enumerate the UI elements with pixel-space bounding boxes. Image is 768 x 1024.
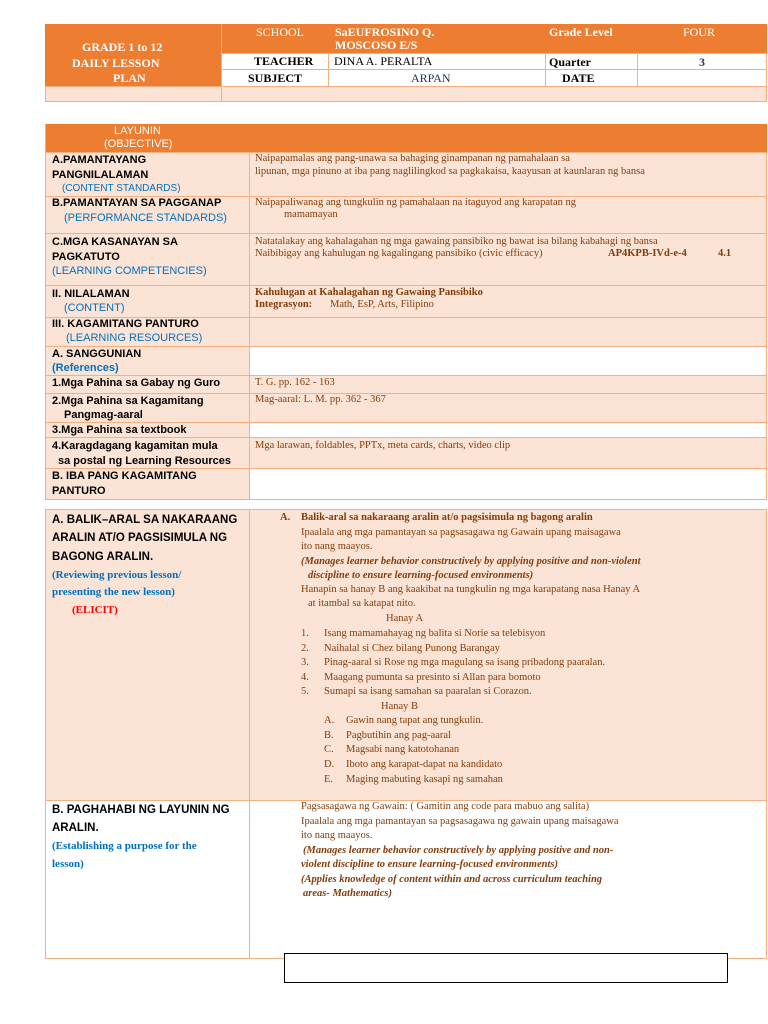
- procedure-b-label-line1: B. PAGHAHABI NG LAYUNIN NG: [52, 804, 230, 816]
- content-sub: (CONTENT): [64, 302, 125, 314]
- procedure-a-heading-marker: A.: [280, 512, 291, 523]
- school-label: SCHOOL: [256, 25, 305, 39]
- other-resources-value-cell: [250, 469, 766, 499]
- list-a-item-1-num: 1.: [301, 628, 309, 639]
- list-b-item-2: Pagbutihin ang pag-aaral: [346, 730, 451, 741]
- resources-label: III. KAGAMITANG PANTURO: [52, 318, 199, 330]
- additional-value: Mga larawan, foldables, PPTx, meta cards, charts, video clip: [255, 440, 511, 451]
- plan-title-line3: PLAN: [113, 71, 146, 85]
- procedure-a-label-line1: A. BALIK–ARAL SA NAKARAANG: [52, 514, 238, 526]
- list-a-item-4-num: 4.: [301, 672, 309, 683]
- list-b-item-2-num: B.: [324, 730, 334, 741]
- procedure-b-note-line2: violent discipline to ensure learning-focused environments): [301, 859, 558, 870]
- content-text-line1: Kahulugan at Kahalagahan ng Gawaing Pansibiko: [255, 287, 483, 298]
- list-b-item-1: Gawin nang tapat ang tungkulin.: [346, 715, 484, 726]
- guide-label: 1.Mga Pahina sa Gabay ng Guro: [52, 377, 221, 389]
- procedure-a-sub-line2: presenting the new lesson): [52, 586, 175, 598]
- content-label: II. NILALAMAN: [52, 288, 130, 300]
- procedure-a-p1-line1: Ipaalala ang mga pamantayan sa pagsasagawa ng Gawain upang maisagawa: [301, 527, 621, 538]
- procedure-a-p2-line2: at itambal sa katapat nito.: [308, 598, 416, 609]
- procedure-b-note-line1: (Manages learner behavior constructively by applying positive and non-: [303, 845, 614, 856]
- list-a-item-3-num: 3.: [301, 657, 309, 668]
- performance-standards-sub: (PERFORMANCE STANDARDS): [64, 212, 227, 224]
- procedure-b-note-line3: (Applies knowledge of content within and across curriculum teaching: [301, 874, 603, 885]
- procedure-a-tag: (ELICIT): [72, 604, 118, 616]
- school-value-line1: SaEUFROSINO Q.: [335, 25, 435, 39]
- procedure-b-sub-line1: (Establishing a purpose for the: [52, 840, 197, 852]
- learning-competencies-text-line1: Natatalakay ang kahalagahan ng mga gawaing pansibiko ng bawat isa bilang kabahagi ng bansa: [255, 236, 658, 247]
- footer-box: [284, 953, 728, 983]
- date-label: DATE: [562, 71, 595, 85]
- plan-title-line1: GRADE 1 to 12: [82, 40, 163, 54]
- procedure-a-right: [250, 509, 767, 800]
- content-integ-label: Integrasyon:: [255, 299, 313, 310]
- list-a-item-4: Maagang pumunta sa presinto si Allan para bomoto: [324, 672, 541, 683]
- textbook-value-cell: [250, 423, 766, 437]
- procedure-a-p1-line2: ito nang maayos.: [301, 541, 373, 552]
- procedure-a-p2-line1: Hanapin sa hanay B ang kaakibat na tungkulin ng mga karapatang nasa Hanay A: [301, 584, 641, 595]
- additional-label-line1: 4.Karagdagang kagamitan mula: [52, 440, 218, 452]
- teacher-value: DINA A. PERALTA: [334, 54, 433, 68]
- teacher-label: TEACHER: [254, 54, 314, 68]
- subject-value: ARPAN: [411, 71, 451, 85]
- content-integ-value: Math, EsP, Arts, Filipino: [330, 299, 434, 310]
- procedure-a-sub-line1: (Reviewing previous lesson/: [52, 569, 182, 581]
- procedure-b-sub-line2: lesson): [52, 858, 84, 870]
- quarter-label: Quarter: [549, 55, 591, 69]
- list-a-item-5: Sumapi sa isang samahan sa paaralan si Corazon.: [324, 686, 532, 697]
- textbook-label: 3.Mga Pahina sa textbook: [52, 424, 187, 436]
- guide-value: T. G. pp. 162 - 163: [255, 377, 335, 388]
- list-b-item-5: Maging mabuting kasapi ng samahan: [346, 774, 503, 785]
- procedure-b-p1: Pagsasagawa ng Gawain: ( Gamitin ang code para mabuo ang salita): [301, 801, 590, 812]
- references-value-cell: [250, 347, 766, 375]
- content-standards-sub: (CONTENT STANDARDS): [62, 183, 181, 194]
- list-a-item-1: Isang mamamahayag ng balita si Norie sa telebisyon: [324, 628, 546, 639]
- hanay-b-heading: Hanay B: [381, 701, 419, 712]
- list-a-item-2-num: 2.: [301, 643, 309, 654]
- procedure-b-label-line2: ARALIN.: [52, 822, 99, 834]
- hanay-a-heading: Hanay A: [386, 613, 424, 624]
- grade-level-value: FOUR: [683, 25, 716, 39]
- list-b-item-4-num: D.: [324, 759, 335, 770]
- procedure-a-heading: Balik-aral sa nakaraang aralin at/o pagsisimula ng bagong aralin: [301, 512, 593, 523]
- resources-sub: (LEARNING RESOURCES): [66, 332, 203, 344]
- content-standards-text-line1: Naipapamalas ang pang-unawa sa bahaging ginampanan ng pamahalaan sa: [255, 153, 570, 164]
- quarter-value: 3: [699, 55, 705, 69]
- learning-competencies-sub: (LEARNING COMPETENCIES): [52, 265, 207, 277]
- objective-header-line1: LAYUNIN: [114, 125, 161, 137]
- list-b-item-4: Iboto ang karapat-dapat na kandidato: [346, 759, 503, 770]
- references-sub: (References): [52, 362, 119, 374]
- procedure-b-p2-line2: ito nang maayos.: [301, 830, 373, 841]
- other-resources-label-line1: B. IBA PANG KAGAMITANG: [52, 470, 197, 482]
- list-b-item-3: Magsabi nang katotohanan: [346, 744, 460, 755]
- subject-label: SUBJECT: [248, 71, 303, 85]
- header-row3-bg: [222, 70, 766, 86]
- learning-competencies-code: AP4KPB-IVd-e-4: [608, 248, 687, 259]
- plan-title-line2: DAILY LESSON: [72, 56, 160, 70]
- procedure-b-note-line4: areas- Mathematics): [303, 888, 392, 899]
- learner-label-line1: 2.Mga Pahina sa Kagamitang: [52, 395, 204, 407]
- list-a-item-3: Pinag-aaral si Rose ng mga magulang sa isang pribadong paaralan.: [324, 657, 606, 668]
- list-b-item-1-num: A.: [324, 715, 335, 726]
- references-label: A. SANGGUNIAN: [52, 348, 142, 360]
- grade-level-label: Grade Level: [549, 25, 613, 39]
- learner-label-line2: Pangmag-aaral: [64, 409, 143, 421]
- performance-standards-text-line1: Naipapaliwanag ang tungkulin ng pamahalaan na itaguyod ang karapatan ng: [255, 197, 577, 208]
- content-standards-text-line2: lipunan, mga pinuno at iba pang naglilingkod sa pagkakaisa, kaayusan at kaunlaran ng bansa: [255, 166, 645, 177]
- learning-competencies-label-line2: PAGKATUTO: [52, 251, 120, 263]
- list-b-item-5-num: E.: [324, 774, 334, 785]
- procedure-a-label-line2: ARALIN AT/O PAGSISIMULA NG: [52, 532, 228, 544]
- learning-competencies-text-line2: Naibibigay ang kahulugan ng kagalingang pansibiko (civic efficacy): [255, 248, 543, 259]
- performance-standards-text-line2: mamamayan: [284, 209, 338, 220]
- performance-standards-label: B.PAMANTAYAN SA PAGGANAP: [52, 197, 222, 209]
- content-standards-label-line1: A.PAMANTAYANG: [52, 154, 147, 166]
- other-resources-label-line2: PANTURO: [52, 485, 106, 497]
- procedure-a-note-line1: (Manages learner behavior constructively by applying positive and non-violent: [301, 556, 641, 567]
- procedure-a-label-line3: BAGONG ARALIN.: [52, 551, 154, 563]
- content-standards-label-line2: PANGNILALAMAN: [52, 169, 149, 181]
- objective-header-line2: (OBJECTIVE): [104, 138, 173, 150]
- learner-value: Mag-aaral: L. M. pp. 362 - 367: [255, 394, 386, 405]
- list-b-item-3-num: C.: [324, 744, 334, 755]
- additional-label-line2: sa postal ng Learning Resources: [58, 455, 231, 467]
- learning-competencies-code-num: 4.1: [718, 248, 732, 259]
- list-a-item-2: Naihalal si Chez bilang Punong Barangay: [324, 643, 500, 654]
- list-a-item-5-num: 5.: [301, 686, 309, 697]
- learning-competencies-label-line1: C.MGA KASANAYAN SA: [52, 236, 178, 248]
- procedure-b-p2-line1: Ipaalala ang mga pamantayan sa pagsasagawa ng gawain upang maisagawa: [301, 816, 619, 827]
- school-value-line2: MOSCOSO E/S: [335, 38, 418, 52]
- procedure-a-note-line2: discipline to ensure learning-focused environments): [308, 570, 534, 581]
